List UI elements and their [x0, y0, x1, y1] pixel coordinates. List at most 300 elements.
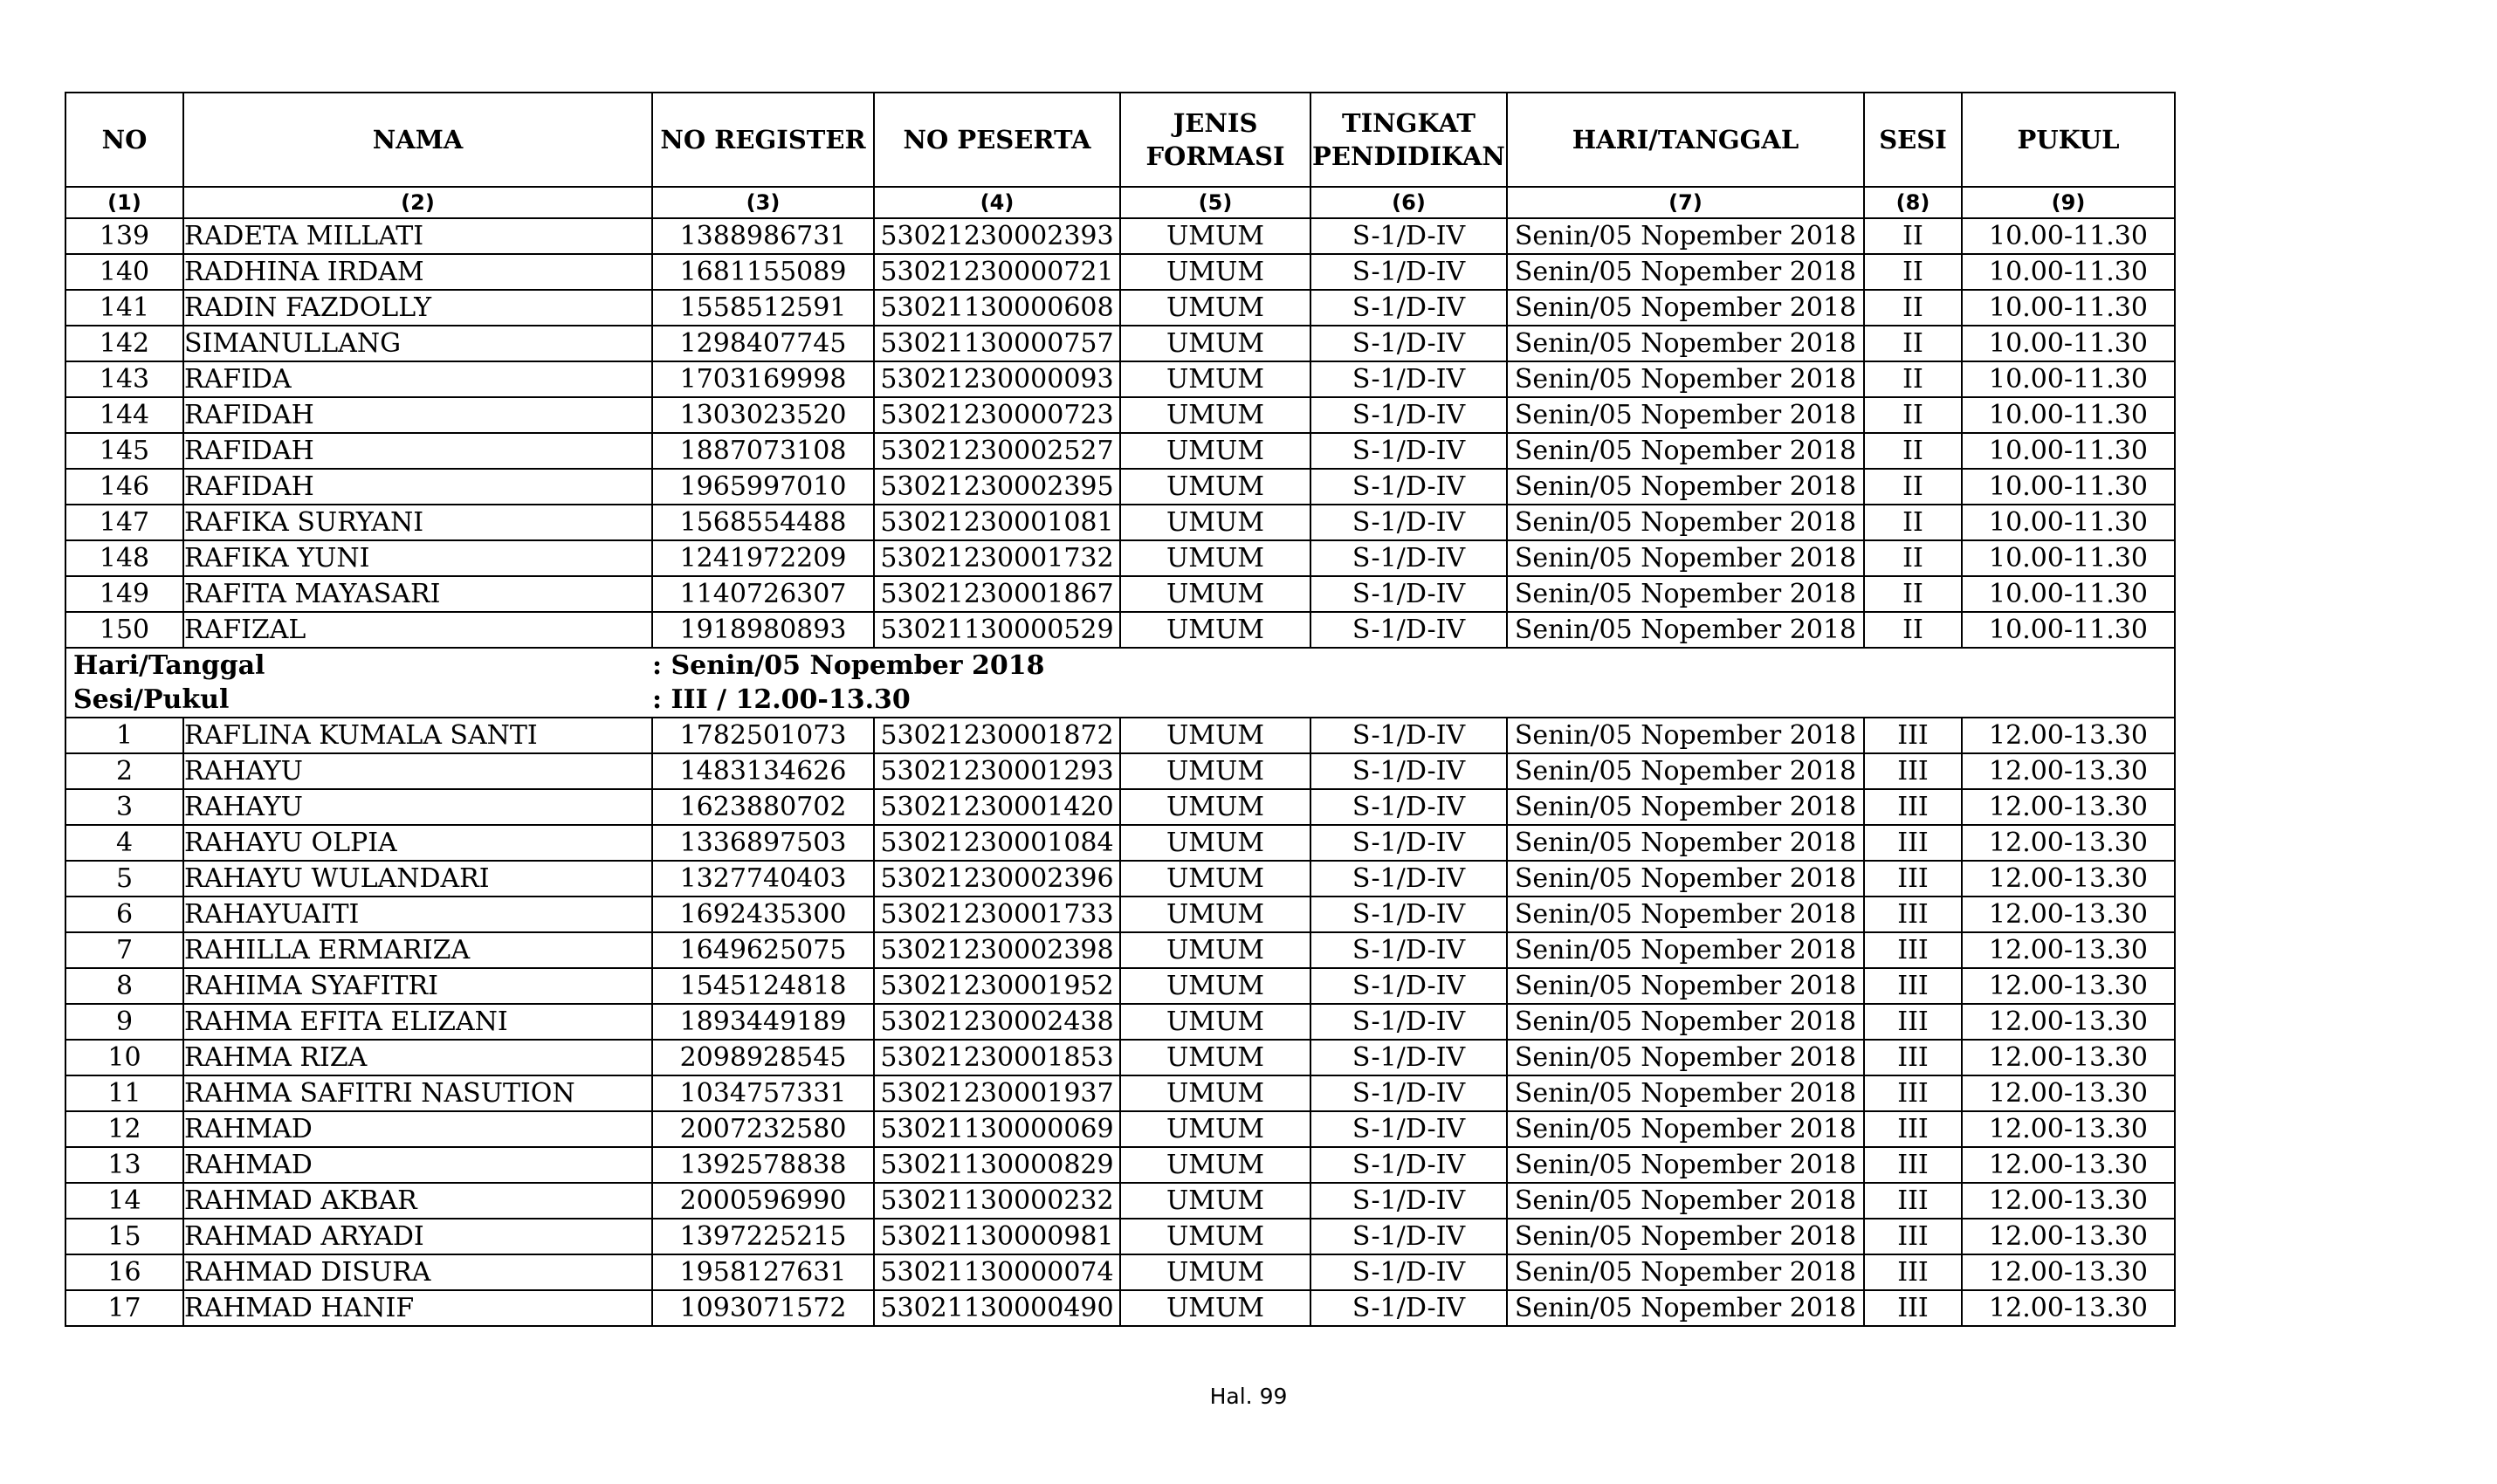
cell-sesi: III [1864, 968, 1962, 1004]
cell-sesi: III [1864, 1254, 1962, 1290]
table-row [65, 576, 2175, 612]
cell-nama: RAHAYU [183, 753, 652, 789]
cell-hari-tanggal: Senin/05 Nopember 2018 [1507, 1219, 1864, 1254]
table-row [65, 1219, 2175, 1254]
cell-pukul: 12.00-13.30 [1962, 897, 2175, 932]
cell-no: 4 [65, 825, 183, 861]
cell-nama: RAHMAD ARYADI [183, 1219, 652, 1254]
cell-pukul: 12.00-13.30 [1962, 1183, 2175, 1219]
cell-tingkat-pendidikan: S-1/D-IV [1310, 397, 1507, 433]
cell-pukul: 12.00-13.30 [1962, 1040, 2175, 1075]
cell-tingkat-pendidikan: S-1/D-IV [1310, 1040, 1507, 1075]
cell-no: 139 [65, 218, 183, 254]
cell-sesi: III [1864, 718, 1962, 753]
session-ii-rows [65, 218, 2175, 648]
cell-no-register: 1140726307 [652, 576, 874, 612]
cell-jenis-formasi: UMUM [1120, 1040, 1310, 1075]
cell-tingkat-pendidikan: S-1/D-IV [1310, 718, 1507, 753]
header-tingkat-pendidikan: TINGKAT PENDIDIKAN [1310, 93, 1507, 187]
table-row [65, 469, 2175, 505]
cell-nama: RAHMA SAFITRI NASUTION [183, 1075, 652, 1111]
cell-tingkat-pendidikan: S-1/D-IV [1310, 825, 1507, 861]
cell-sesi: III [1864, 1004, 1962, 1040]
cell-jenis-formasi: UMUM [1120, 218, 1310, 254]
cell-no-peserta: 53021230001084 [874, 825, 1120, 861]
cell-hari-tanggal: Senin/05 Nopember 2018 [1507, 1040, 1864, 1075]
cell-jenis-formasi: UMUM [1120, 540, 1310, 576]
cell-tingkat-pendidikan: S-1/D-IV [1310, 861, 1507, 897]
cell-jenis-formasi: UMUM [1120, 789, 1310, 825]
cell-jenis-formasi: UMUM [1120, 326, 1310, 361]
cell-pukul: 12.00-13.30 [1962, 753, 2175, 789]
cell-nama: RAHAYU OLPIA [183, 825, 652, 861]
cell-jenis-formasi: UMUM [1120, 932, 1310, 968]
cell-no-register: 1303023520 [652, 397, 874, 433]
table-row [65, 1075, 2175, 1111]
cell-hari-tanggal: Senin/05 Nopember 2018 [1507, 932, 1864, 968]
cell-pukul: 12.00-13.30 [1962, 1147, 2175, 1183]
cell-no: 12 [65, 1111, 183, 1147]
cell-tingkat-pendidikan: S-1/D-IV [1310, 576, 1507, 612]
cell-tingkat-pendidikan: S-1/D-IV [1310, 218, 1507, 254]
cell-hari-tanggal: Senin/05 Nopember 2018 [1507, 1183, 1864, 1219]
cell-tingkat-pendidikan: S-1/D-IV [1310, 1219, 1507, 1254]
cell-jenis-formasi: UMUM [1120, 1183, 1310, 1219]
cell-tingkat-pendidikan: S-1/D-IV [1310, 326, 1507, 361]
hari-tanggal-label: Hari/Tanggal [65, 648, 183, 683]
cell-jenis-formasi: UMUM [1120, 861, 1310, 897]
cell-nama: RAFIDAH [183, 397, 652, 433]
header-nama: NAMA [183, 93, 652, 187]
cell-tingkat-pendidikan: S-1/D-IV [1310, 612, 1507, 648]
cell-pukul: 12.00-13.30 [1962, 1075, 2175, 1111]
cell-pukul: 12.00-13.30 [1962, 1219, 2175, 1254]
cell-jenis-formasi: UMUM [1120, 1290, 1310, 1326]
cell-sesi: II [1864, 505, 1962, 540]
table-row [65, 1040, 2175, 1075]
cell-no-peserta: 53021230000723 [874, 397, 1120, 433]
cell-no-register: 2007232580 [652, 1111, 874, 1147]
cell-hari-tanggal: Senin/05 Nopember 2018 [1507, 825, 1864, 861]
table-row [65, 505, 2175, 540]
cell-jenis-formasi: UMUM [1120, 397, 1310, 433]
cell-no-peserta: 53021230001867 [874, 576, 1120, 612]
cell-nama: RAFIDAH [183, 469, 652, 505]
cell-tingkat-pendidikan: S-1/D-IV [1310, 1004, 1507, 1040]
header-pukul: PUKUL [1962, 93, 2175, 187]
sesi-pukul-value: : III / 12.00-13.30 [652, 683, 2175, 718]
cell-nama: RAFIDA [183, 361, 652, 397]
cell-no-peserta: 53021230002395 [874, 469, 1120, 505]
cell-nama: RAFIZAL [183, 612, 652, 648]
cell-sesi: II [1864, 612, 1962, 648]
cell-no-peserta: 53021230002396 [874, 861, 1120, 897]
cell-jenis-formasi: UMUM [1120, 753, 1310, 789]
cell-sesi: III [1864, 897, 1962, 932]
cell-pukul: 10.00-11.30 [1962, 254, 2175, 290]
table-row [65, 540, 2175, 576]
cell-no: 5 [65, 861, 183, 897]
cell-hari-tanggal: Senin/05 Nopember 2018 [1507, 612, 1864, 648]
cell-no-register: 1397225215 [652, 1219, 874, 1254]
cell-sesi: II [1864, 254, 1962, 290]
table-row [65, 1254, 2175, 1290]
header-no: NO [65, 93, 183, 187]
cell-hari-tanggal: Senin/05 Nopember 2018 [1507, 540, 1864, 576]
cell-no: 144 [65, 397, 183, 433]
cell-no-register: 1558512591 [652, 290, 874, 326]
cell-hari-tanggal: Senin/05 Nopember 2018 [1507, 361, 1864, 397]
header-no-register: NO REGISTER [652, 93, 874, 187]
cell-jenis-formasi: UMUM [1120, 1004, 1310, 1040]
cell-hari-tanggal: Senin/05 Nopember 2018 [1507, 1004, 1864, 1040]
cell-no-peserta: 53021230001293 [874, 753, 1120, 789]
cell-jenis-formasi: UMUM [1120, 290, 1310, 326]
section-row-hari [65, 648, 2175, 683]
table-row [65, 789, 2175, 825]
cell-sesi: III [1864, 1290, 1962, 1326]
cell-sesi: II [1864, 540, 1962, 576]
cell-sesi: II [1864, 397, 1962, 433]
cell-no: 142 [65, 326, 183, 361]
cell-nama: RADETA MILLATI [183, 218, 652, 254]
cell-hari-tanggal: Senin/05 Nopember 2018 [1507, 1147, 1864, 1183]
cell-no: 3 [65, 789, 183, 825]
cell-pukul: 12.00-13.30 [1962, 968, 2175, 1004]
session-header [65, 648, 2175, 718]
cell-no-peserta: 53021230002393 [874, 218, 1120, 254]
cell-sesi: III [1864, 789, 1962, 825]
cell-jenis-formasi: UMUM [1120, 718, 1310, 753]
cell-jenis-formasi: UMUM [1120, 1147, 1310, 1183]
cell-no: 7 [65, 932, 183, 968]
cell-pukul: 10.00-11.30 [1962, 612, 2175, 648]
cell-pukul: 10.00-11.30 [1962, 433, 2175, 469]
cell-tingkat-pendidikan: S-1/D-IV [1310, 505, 1507, 540]
column-index: (4) [874, 187, 1120, 218]
cell-jenis-formasi: UMUM [1120, 825, 1310, 861]
cell-no-register: 1568554488 [652, 505, 874, 540]
cell-no: 143 [65, 361, 183, 397]
cell-no-peserta: 53021230001937 [874, 1075, 1120, 1111]
table-row [65, 397, 2175, 433]
cell-hari-tanggal: Senin/05 Nopember 2018 [1507, 1111, 1864, 1147]
cell-no: 13 [65, 1147, 183, 1183]
cell-nama: RAFIKA YUNI [183, 540, 652, 576]
cell-nama: RAFITA MAYASARI [183, 576, 652, 612]
table-row [65, 753, 2175, 789]
cell-no-peserta: 53021130000490 [874, 1290, 1120, 1326]
cell-no-peserta: 53021230001732 [874, 540, 1120, 576]
cell-no-register: 1545124818 [652, 968, 874, 1004]
cell-nama: RADHINA IRDAM [183, 254, 652, 290]
cell-no-peserta: 53021230001420 [874, 789, 1120, 825]
column-index: (8) [1864, 187, 1962, 218]
cell-no-peserta: 53021230001733 [874, 897, 1120, 932]
cell-sesi: II [1864, 576, 1962, 612]
cell-no-register: 1887073108 [652, 433, 874, 469]
table-row [65, 968, 2175, 1004]
cell-hari-tanggal: Senin/05 Nopember 2018 [1507, 861, 1864, 897]
cell-pukul: 12.00-13.30 [1962, 932, 2175, 968]
cell-tingkat-pendidikan: S-1/D-IV [1310, 1075, 1507, 1111]
cell-no: 146 [65, 469, 183, 505]
cell-nama: RAFIKA SURYANI [183, 505, 652, 540]
cell-pukul: 10.00-11.30 [1962, 218, 2175, 254]
cell-pukul: 10.00-11.30 [1962, 326, 2175, 361]
cell-no: 149 [65, 576, 183, 612]
cell-tingkat-pendidikan: S-1/D-IV [1310, 1254, 1507, 1290]
cell-pukul: 10.00-11.30 [1962, 469, 2175, 505]
cell-no-peserta: 53021130000232 [874, 1183, 1120, 1219]
cell-hari-tanggal: Senin/05 Nopember 2018 [1507, 897, 1864, 932]
cell-hari-tanggal: Senin/05 Nopember 2018 [1507, 1290, 1864, 1326]
cell-tingkat-pendidikan: S-1/D-IV [1310, 540, 1507, 576]
cell-pukul: 12.00-13.30 [1962, 1111, 2175, 1147]
cell-hari-tanggal: Senin/05 Nopember 2018 [1507, 1254, 1864, 1290]
cell-tingkat-pendidikan: S-1/D-IV [1310, 789, 1507, 825]
cell-nama: RAHMAD DISURA [183, 1254, 652, 1290]
cell-no-register: 1093071572 [652, 1290, 874, 1326]
cell-sesi: II [1864, 326, 1962, 361]
column-index: (2) [183, 187, 652, 218]
cell-nama: RAFLINA KUMALA SANTI [183, 718, 652, 753]
header-hari-tanggal: HARI/TANGGAL [1507, 93, 1864, 187]
cell-hari-tanggal: Senin/05 Nopember 2018 [1507, 968, 1864, 1004]
cell-pukul: 10.00-11.30 [1962, 505, 2175, 540]
cell-nama: RADIN FAZDOLLY [183, 290, 652, 326]
cell-pukul: 12.00-13.30 [1962, 1004, 2175, 1040]
column-index: (9) [1962, 187, 2175, 218]
cell-hari-tanggal: Senin/05 Nopember 2018 [1507, 290, 1864, 326]
cell-sesi: III [1864, 1075, 1962, 1111]
cell-jenis-formasi: UMUM [1120, 1075, 1310, 1111]
cell-no-register: 1681155089 [652, 254, 874, 290]
sesi-pukul-label: Sesi/Pukul [65, 683, 183, 718]
cell-no-register: 1327740403 [652, 861, 874, 897]
table-row [65, 1290, 2175, 1326]
table-row [65, 254, 2175, 290]
table-row [65, 290, 2175, 326]
header-sesi: SESI [1864, 93, 1962, 187]
cell-sesi: III [1864, 1183, 1962, 1219]
cell-tingkat-pendidikan: S-1/D-IV [1310, 361, 1507, 397]
cell-nama: RAFIDAH [183, 433, 652, 469]
cell-sesi: III [1864, 825, 1962, 861]
cell-sesi: III [1864, 1219, 1962, 1254]
cell-sesi: II [1864, 433, 1962, 469]
cell-pukul: 12.00-13.30 [1962, 1290, 2175, 1326]
cell-pukul: 10.00-11.30 [1962, 361, 2175, 397]
cell-no-peserta: 53021230002438 [874, 1004, 1120, 1040]
cell-no-peserta: 53021130000829 [874, 1147, 1120, 1183]
cell-tingkat-pendidikan: S-1/D-IV [1310, 254, 1507, 290]
cell-sesi: III [1864, 753, 1962, 789]
cell-nama: RAHIMA SYAFITRI [183, 968, 652, 1004]
cell-hari-tanggal: Senin/05 Nopember 2018 [1507, 718, 1864, 753]
cell-tingkat-pendidikan: S-1/D-IV [1310, 897, 1507, 932]
cell-pukul: 12.00-13.30 [1962, 718, 2175, 753]
cell-nama: RAHMA RIZA [183, 1040, 652, 1075]
cell-no-peserta: 53021230001872 [874, 718, 1120, 753]
cell-pukul: 12.00-13.30 [1962, 825, 2175, 861]
table-row [65, 825, 2175, 861]
cell-no: 150 [65, 612, 183, 648]
column-index: (6) [1310, 187, 1507, 218]
table-row [65, 1147, 2175, 1183]
cell-sesi: II [1864, 290, 1962, 326]
table-row [65, 1004, 2175, 1040]
cell-hari-tanggal: Senin/05 Nopember 2018 [1507, 576, 1864, 612]
cell-jenis-formasi: UMUM [1120, 897, 1310, 932]
column-index: (7) [1507, 187, 1864, 218]
cell-jenis-formasi: UMUM [1120, 1254, 1310, 1290]
cell-pukul: 10.00-11.30 [1962, 576, 2175, 612]
cell-no-peserta: 53021130000757 [874, 326, 1120, 361]
table-row [65, 612, 2175, 648]
cell-no-peserta: 53021130000069 [874, 1111, 1120, 1147]
cell-no-register: 1958127631 [652, 1254, 874, 1290]
cell-hari-tanggal: Senin/05 Nopember 2018 [1507, 1075, 1864, 1111]
cell-no-register: 2098928545 [652, 1040, 874, 1075]
cell-jenis-formasi: UMUM [1120, 576, 1310, 612]
table-row [65, 932, 2175, 968]
table-row [65, 897, 2175, 932]
cell-no: 147 [65, 505, 183, 540]
cell-nama: RAHMAD AKBAR [183, 1183, 652, 1219]
cell-tingkat-pendidikan: S-1/D-IV [1310, 1147, 1507, 1183]
cell-jenis-formasi: UMUM [1120, 505, 1310, 540]
cell-no: 2 [65, 753, 183, 789]
cell-no: 8 [65, 968, 183, 1004]
table-row [65, 718, 2175, 753]
cell-no: 1 [65, 718, 183, 753]
cell-tingkat-pendidikan: S-1/D-IV [1310, 1111, 1507, 1147]
cell-hari-tanggal: Senin/05 Nopember 2018 [1507, 789, 1864, 825]
cell-hari-tanggal: Senin/05 Nopember 2018 [1507, 218, 1864, 254]
cell-no: 16 [65, 1254, 183, 1290]
cell-pukul: 10.00-11.30 [1962, 290, 2175, 326]
cell-hari-tanggal: Senin/05 Nopember 2018 [1507, 505, 1864, 540]
table-row [65, 361, 2175, 397]
cell-no-register: 2000596990 [652, 1183, 874, 1219]
table-row [65, 218, 2175, 254]
cell-no-register: 1703169998 [652, 361, 874, 397]
cell-no: 140 [65, 254, 183, 290]
cell-no-peserta: 53021130000608 [874, 290, 1120, 326]
cell-sesi: III [1864, 861, 1962, 897]
cell-no-register: 1893449189 [652, 1004, 874, 1040]
cell-no-peserta: 53021230000721 [874, 254, 1120, 290]
cell-no-register: 1034757331 [652, 1075, 874, 1111]
cell-no: 148 [65, 540, 183, 576]
cell-sesi: II [1864, 469, 1962, 505]
cell-no-register: 1241972209 [652, 540, 874, 576]
cell-pukul: 12.00-13.30 [1962, 861, 2175, 897]
cell-no-register: 1918980893 [652, 612, 874, 648]
header-no-peserta: NO PESERTA [874, 93, 1120, 187]
cell-nama: RAHILLA ERMARIZA [183, 932, 652, 968]
header-row [65, 93, 2175, 187]
table-row [65, 1111, 2175, 1147]
cell-no-peserta: 53021230001081 [874, 505, 1120, 540]
cell-no-register: 1336897503 [652, 825, 874, 861]
cell-no-register: 1782501073 [652, 718, 874, 753]
cell-hari-tanggal: Senin/05 Nopember 2018 [1507, 326, 1864, 361]
cell-no-register: 1649625075 [652, 932, 874, 968]
cell-no: 145 [65, 433, 183, 469]
cell-no: 9 [65, 1004, 183, 1040]
cell-sesi: II [1864, 218, 1962, 254]
cell-sesi: III [1864, 932, 1962, 968]
cell-no-peserta: 53021130000074 [874, 1254, 1120, 1290]
cell-no: 17 [65, 1290, 183, 1326]
cell-tingkat-pendidikan: S-1/D-IV [1310, 753, 1507, 789]
cell-no-register: 1392578838 [652, 1147, 874, 1183]
cell-sesi: III [1864, 1147, 1962, 1183]
cell-tingkat-pendidikan: S-1/D-IV [1310, 1183, 1507, 1219]
cell-no-register: 1388986731 [652, 218, 874, 254]
cell-tingkat-pendidikan: S-1/D-IV [1310, 1290, 1507, 1326]
cell-nama: RAHMA EFITA ELIZANI [183, 1004, 652, 1040]
cell-hari-tanggal: Senin/05 Nopember 2018 [1507, 397, 1864, 433]
cell-no-peserta: 53021230002398 [874, 932, 1120, 968]
cell-no-peserta: 53021230000093 [874, 361, 1120, 397]
cell-tingkat-pendidikan: S-1/D-IV [1310, 469, 1507, 505]
cell-jenis-formasi: UMUM [1120, 1111, 1310, 1147]
cell-tingkat-pendidikan: S-1/D-IV [1310, 290, 1507, 326]
cell-nama: RAHAYU WULANDARI [183, 861, 652, 897]
hari-tanggal-value: : Senin/05 Nopember 2018 [652, 648, 2175, 683]
cell-sesi: III [1864, 1040, 1962, 1075]
cell-nama: RAHMAD HANIF [183, 1290, 652, 1326]
cell-no-register: 1692435300 [652, 897, 874, 932]
cell-no: 10 [65, 1040, 183, 1075]
cell-pukul: 10.00-11.30 [1962, 397, 2175, 433]
schedule-table [65, 92, 2176, 1327]
cell-no-register: 1298407745 [652, 326, 874, 361]
cell-no: 14 [65, 1183, 183, 1219]
cell-no: 15 [65, 1219, 183, 1254]
table-row [65, 433, 2175, 469]
cell-jenis-formasi: UMUM [1120, 612, 1310, 648]
column-index: (1) [65, 187, 183, 218]
cell-no-peserta: 53021130000981 [874, 1219, 1120, 1254]
cell-no-peserta: 53021230002527 [874, 433, 1120, 469]
cell-no-register: 1965997010 [652, 469, 874, 505]
cell-no: 6 [65, 897, 183, 932]
cell-no-peserta: 53021130000529 [874, 612, 1120, 648]
table-row [65, 861, 2175, 897]
cell-nama: RAHMAD [183, 1147, 652, 1183]
page-number: Hal. 99 [1209, 1384, 1288, 1409]
cell-hari-tanggal: Senin/05 Nopember 2018 [1507, 469, 1864, 505]
cell-jenis-formasi: UMUM [1120, 361, 1310, 397]
table-row [65, 1183, 2175, 1219]
cell-hari-tanggal: Senin/05 Nopember 2018 [1507, 433, 1864, 469]
cell-jenis-formasi: UMUM [1120, 968, 1310, 1004]
cell-tingkat-pendidikan: S-1/D-IV [1310, 433, 1507, 469]
cell-pukul: 10.00-11.30 [1962, 540, 2175, 576]
cell-tingkat-pendidikan: S-1/D-IV [1310, 932, 1507, 968]
column-index-row [65, 187, 2175, 218]
cell-no-register: 1623880702 [652, 789, 874, 825]
session-iii-rows [65, 718, 2175, 1326]
cell-jenis-formasi: UMUM [1120, 1219, 1310, 1254]
cell-pukul: 12.00-13.30 [1962, 1254, 2175, 1290]
cell-no-register: 1483134626 [652, 753, 874, 789]
table-row [65, 326, 2175, 361]
